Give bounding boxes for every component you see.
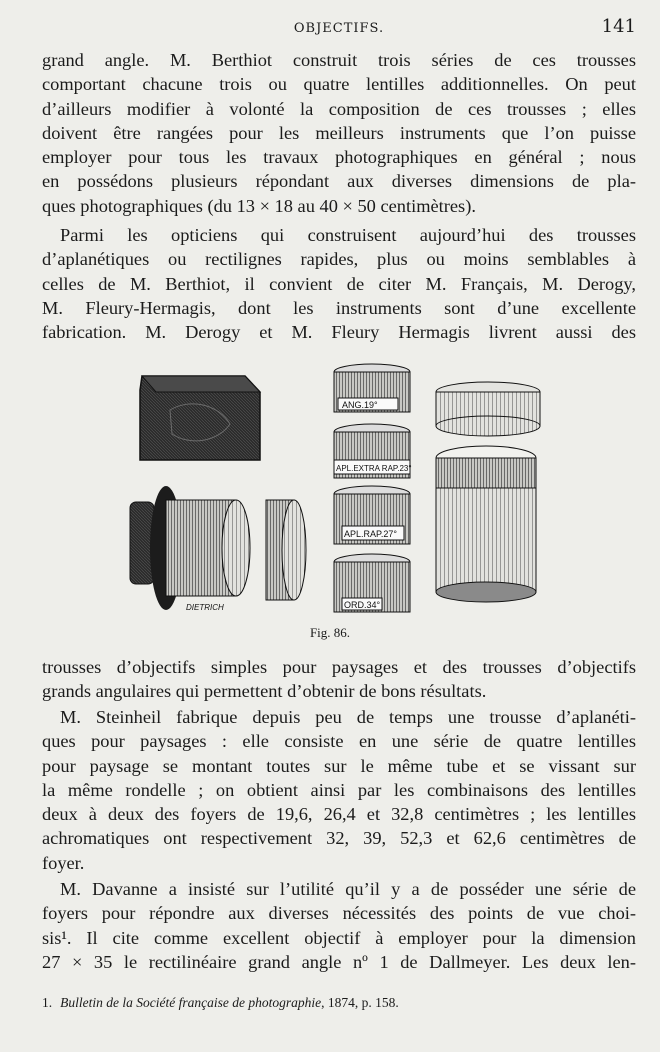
- text-line: employer pour tous les travaux photographiques en général ; nous: [42, 147, 636, 168]
- text-line: Parmi les opticiens qui construisent aujourd’hui des trousses: [60, 225, 636, 245]
- lens-cell-2: [334, 424, 412, 478]
- lens-cell-3: [334, 486, 410, 544]
- footnote-number: 1.: [42, 995, 53, 1010]
- lens-cell-4: [334, 554, 410, 612]
- text-line: fabrication. M. Derogy et M. Fleury Hermagis livrent aussi des: [42, 322, 636, 343]
- paragraph-3: [42, 655, 636, 704]
- paragraph-5: [42, 877, 636, 974]
- footnote: [42, 995, 636, 1011]
- engraver-signature: DIETRICH: [186, 603, 224, 612]
- mounted-lens: [130, 486, 250, 612]
- paragraph-2: [42, 223, 636, 344]
- text-line: la même rondelle ; on obtient ainsi par les combinaisons des lentilles: [42, 779, 636, 800]
- text-line: grand angle. M. Berthiot construit trois séries de ces trousses: [42, 50, 636, 70]
- text-line: 27 × 35 le rectilinéaire grand angle nº 1 de Dallmeyer. Les deux len-: [42, 951, 636, 972]
- page-number: 141: [601, 16, 636, 37]
- text-line: sis¹. Il cite comme excellent objectif à employer pour la dimension: [42, 927, 636, 948]
- running-title: OBJECTIFS.: [293, 21, 385, 36]
- text-line: ques photographiques (du 13 × 18 au 40 × 50 centimètres).: [42, 195, 476, 216]
- figure-caption: Fig. 86.: [309, 625, 351, 640]
- text-line: M. Steinheil fabrique depuis peu de temps une trousse d’aplanéti-: [60, 707, 636, 727]
- text-line: d’ailleurs modifier à volonté la composition de ces trousses ; elles: [42, 98, 636, 119]
- cylinder-lid: [436, 382, 540, 436]
- footnote-title: Bulletin de la Société française de photographie: [60, 995, 322, 1010]
- text-line: comportant chacune trois ou quatre lentilles additionnelles. On peut: [42, 74, 636, 95]
- page-header: [42, 16, 636, 40]
- text-line: celles de M. Berthiot, il convient de citer M. Français, M. Derogy,: [42, 273, 636, 294]
- text-line: deux à deux des foyers de 19,6, 26,4 et 32,8 centimètres ; les lentilles: [42, 804, 636, 825]
- lens-kit-engraving: [120, 362, 550, 622]
- text-line: en possédons plusieurs répondant aux diverses dimensions de pla-: [42, 171, 636, 192]
- lens-label: ANG.19°: [342, 400, 378, 410]
- text-line: grands angulaires qui permettent d’obtenir de bons résultats.: [42, 681, 487, 702]
- lens-label: APL.EXTRA RAP.23°: [336, 464, 412, 473]
- cylinder-box: [436, 446, 536, 602]
- text-line: trousses d’objectifs simples pour paysages et des trousses d’objectifs: [42, 657, 636, 677]
- text-line: pour paysage se montant toutes sur le même tube et se vissant sur: [42, 755, 636, 776]
- lens-cap: [266, 500, 306, 600]
- text-line: achromatiques ont respectivement 32, 39, 52,3 et 62,6 centimètres de: [42, 828, 636, 849]
- leather-case: [140, 376, 260, 460]
- text-line: ques pour paysages : elle consiste en une série de quatre lentilles: [42, 731, 636, 752]
- paragraph-4: [42, 705, 636, 875]
- text-line: M. Davanne a insisté sur l’utilité qu’il y a de posséder une série de: [60, 879, 636, 899]
- lens-cell-1: [334, 364, 410, 412]
- text-line: d’aplanétiques ou rectilignes rapides, plus ou moins semblables à: [42, 249, 636, 270]
- lens-label: ORD.34°: [344, 600, 381, 610]
- text-line: foyers pour répondre aux diverses nécessités des points de vue choi-: [42, 903, 636, 924]
- footnote-rest: , 1874, p. 158.: [321, 995, 399, 1010]
- text-line: doivent être rangées pour les meilleurs instruments que l’on puisse: [42, 122, 636, 143]
- lens-label: APL.RAP.27°: [344, 529, 397, 539]
- text-line: foyer.: [42, 852, 85, 873]
- paragraph-1: [42, 48, 636, 218]
- lens-kit-illustration: [120, 362, 550, 622]
- text-line: M. Fleury-Hermagis, dont les instruments sont d’une excellente: [42, 297, 636, 318]
